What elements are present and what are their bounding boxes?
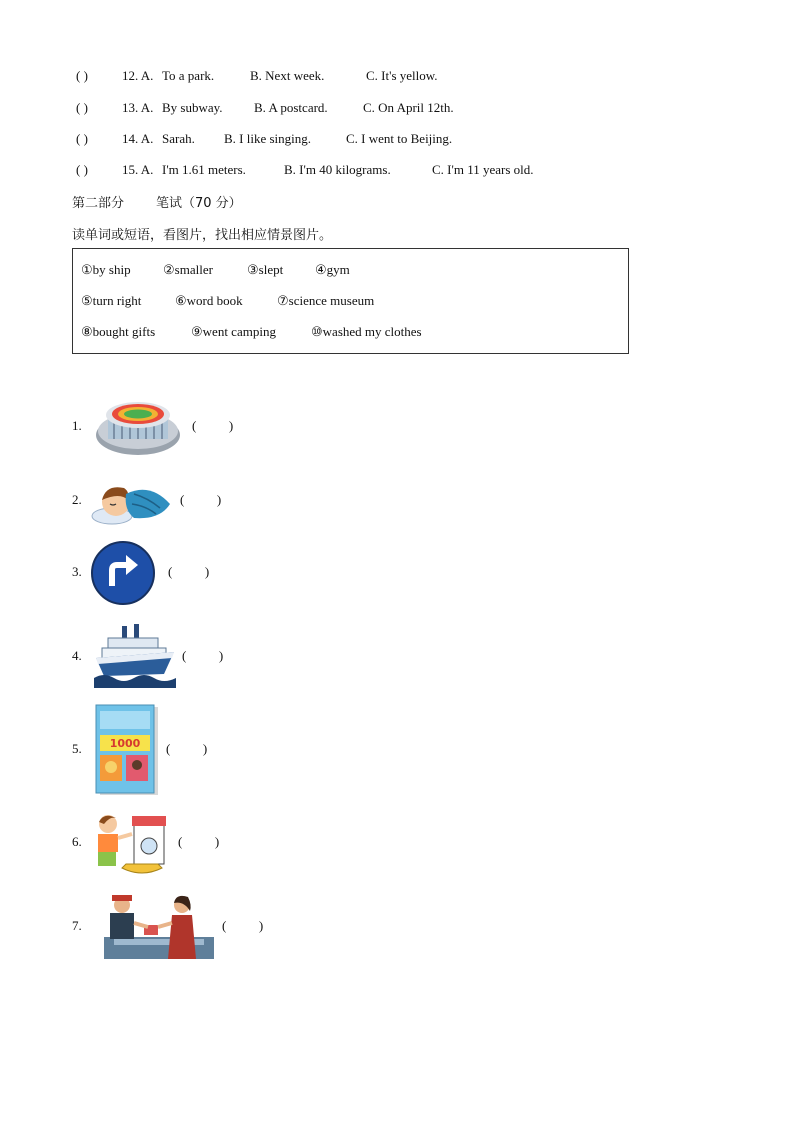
answer-blank[interactable]: ( ) bbox=[222, 918, 264, 933]
picture-item-2 bbox=[72, 470, 372, 540]
option-a: I'm 1.61 meters. bbox=[162, 162, 246, 177]
sleeping-boy-icon bbox=[90, 474, 172, 530]
answer-blank[interactable]: ( ) bbox=[182, 648, 224, 663]
option-c: C. I went to Beijing. bbox=[346, 131, 453, 146]
shopping-gifts-icon bbox=[104, 893, 214, 959]
word-book-icon bbox=[94, 703, 160, 797]
option-a: Sarah. bbox=[162, 131, 195, 146]
item-number: 6. bbox=[72, 834, 82, 849]
section-title: 第二部分 bbox=[72, 196, 125, 211]
turn-right-sign-icon bbox=[90, 540, 156, 606]
item-number: 1. bbox=[72, 418, 82, 433]
option-a: By subway. bbox=[162, 100, 223, 115]
picture-item-4 bbox=[72, 622, 372, 692]
svg-text:1000: 1000 bbox=[109, 737, 141, 750]
picture-item-3 bbox=[72, 540, 372, 610]
word-slept: ③slept bbox=[247, 262, 284, 277]
picture-item-7 bbox=[72, 893, 372, 963]
option-c: C. It's yellow. bbox=[366, 68, 438, 83]
picture-item-5 bbox=[72, 703, 372, 773]
picture-item-1 bbox=[72, 395, 372, 465]
option-c: C. I'm 11 years old. bbox=[432, 162, 534, 177]
ship-icon bbox=[94, 622, 176, 688]
question-number: 14. A. bbox=[122, 131, 154, 146]
option-a: To a park. bbox=[162, 68, 215, 83]
answer-paren[interactable]: ( ) bbox=[76, 131, 88, 146]
item-number: 2. bbox=[72, 492, 82, 507]
option-c: C. On April 12th. bbox=[363, 100, 454, 115]
question-number: 15. A. bbox=[122, 162, 154, 177]
instruction: 读单词或短语，看图片，找出相应情景图片。 bbox=[72, 228, 333, 243]
word-science-museum: ⑦science museum bbox=[277, 293, 375, 308]
item-number: 7. bbox=[72, 918, 82, 933]
answer-blank[interactable]: ( ) bbox=[166, 741, 208, 756]
word-turn-right: ⑤turn right bbox=[81, 293, 142, 308]
option-b: B. I'm 40 kilograms. bbox=[284, 162, 391, 177]
answer-blank[interactable]: ( ) bbox=[192, 418, 234, 433]
washing-clothes-icon bbox=[92, 810, 168, 878]
word-word-book: ⑥word book bbox=[175, 293, 243, 308]
answer-blank[interactable]: ( ) bbox=[168, 564, 210, 579]
question-number: 13. A. bbox=[122, 100, 154, 115]
question-number: 12. A. bbox=[122, 68, 154, 83]
answer-paren[interactable]: ( ) bbox=[76, 68, 88, 83]
option-b: B. A postcard. bbox=[254, 100, 328, 115]
option-b: B. Next week. bbox=[250, 68, 325, 83]
answer-paren[interactable]: ( ) bbox=[76, 100, 88, 115]
word-went-camping: ⑨went camping bbox=[191, 324, 276, 339]
word-box bbox=[72, 248, 629, 354]
item-number: 3. bbox=[72, 564, 82, 579]
item-number: 5. bbox=[72, 741, 82, 756]
word-bought-gifts: ⑧bought gifts bbox=[81, 324, 156, 339]
option-b: B. I like singing. bbox=[224, 131, 312, 146]
section-subtitle: 笔试（70 分） bbox=[156, 196, 242, 211]
stadium-icon bbox=[94, 395, 182, 459]
word-by-ship: ①by ship bbox=[81, 262, 131, 277]
picture-item-6 bbox=[72, 810, 372, 880]
item-number: 4. bbox=[72, 648, 82, 663]
answer-paren[interactable]: ( ) bbox=[76, 162, 88, 177]
word-gym: ④gym bbox=[315, 262, 350, 277]
word-smaller: ②smaller bbox=[163, 262, 213, 277]
answer-blank[interactable]: ( ) bbox=[178, 834, 220, 849]
word-washed-my-clothes: ⑩washed my clothes bbox=[311, 324, 422, 339]
answer-blank[interactable]: ( ) bbox=[180, 492, 222, 507]
